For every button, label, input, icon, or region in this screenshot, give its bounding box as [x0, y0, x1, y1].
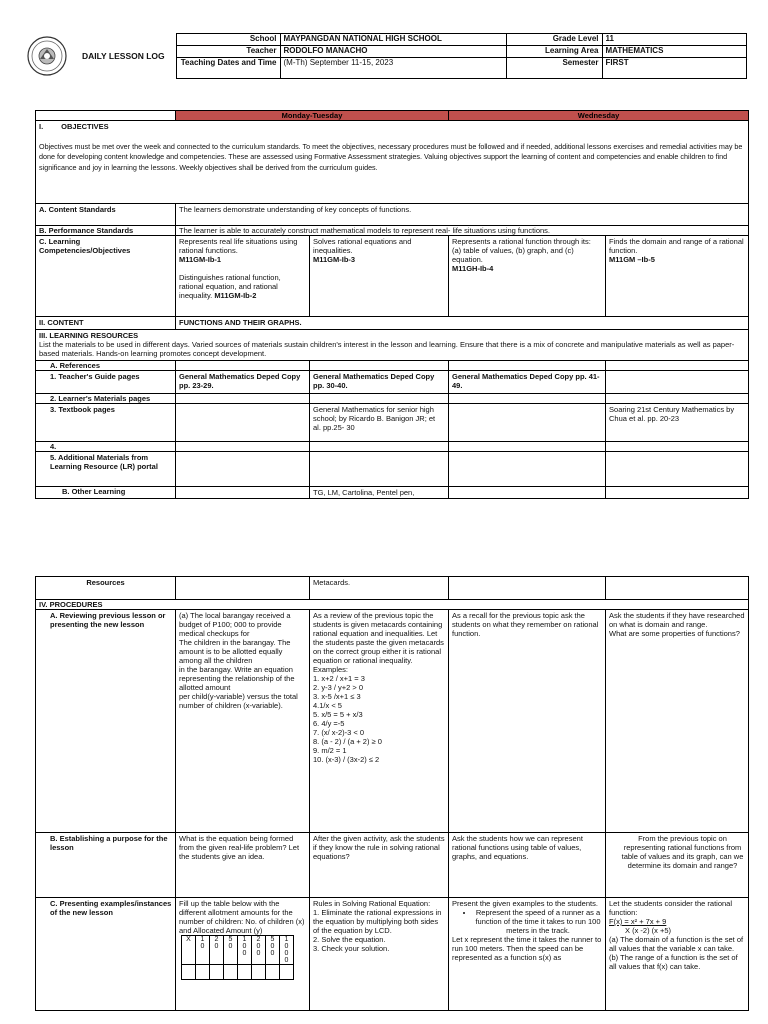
allotment-col-2: 2 0	[210, 936, 224, 965]
allotment-col-7: 1 0 0 0	[280, 936, 294, 965]
semester-value: FIRST	[602, 58, 746, 79]
proc-a-example-10: 10. (x-3) / (3x-2) ≤ 2	[313, 755, 380, 764]
lesson-table-page2	[35, 576, 749, 1011]
proc-c-day1-text: Fill up the table below with the different allotment amounts for the number of children: No. of children (x) and Allocated Amount (y)	[179, 899, 305, 935]
other-resources-label: B. Other Learning	[36, 487, 176, 499]
proc-c-day4	[606, 898, 749, 1011]
allotment-col-5: 2 0 0	[252, 936, 266, 965]
allotment-table	[181, 935, 294, 980]
dates-value: (M-Th) September 11-15, 2023	[280, 58, 506, 79]
day-wed: Wednesday	[449, 111, 749, 121]
proc-c-day3-bullet: • Represent the speed of a runner as a function of the time it takes to run 100 meters in the track.	[474, 908, 602, 935]
competency-2-code: M11GM-Ib-3	[313, 255, 356, 264]
other-resources-label-cont: Resources	[36, 577, 176, 600]
proc-a-example-7: 7. (x/ x-2)-3 < 0	[313, 728, 365, 737]
competency-day2	[310, 236, 449, 317]
other-resources-day2: TG, LM, Cartolina, Pentel pen,	[310, 487, 449, 499]
grade-label: Grade Level	[506, 34, 602, 46]
semester-label: Semester	[506, 58, 602, 79]
objectives-section	[36, 121, 749, 204]
day-mon-tue: Monday-Tuesday	[176, 111, 449, 121]
objectives-text: Objectives must be met over the week and connected to the curriculum standards. To meet the objectives, necessary procedures must be followed and if needed, additional lessons exercises and remedial activities may be done for developing content knowledge and competencies. These are assessed using Formative Assessment strategies. Valuing objectives support the learning of content and competencies and enable children to find significance and joy in learning the lessons. Weekly objectives shall be derived from the curriculum guides.	[39, 142, 743, 172]
tg-day3: General Mathematics Deped Copy pp. 41-49.	[449, 371, 606, 394]
tg-day1: General Mathematics Deped Copy pp. 23-29.	[176, 371, 310, 394]
textbook-day4: Soaring 21st Century Mathematics by Chua et al. pp. 20-23	[606, 404, 749, 442]
allotment-col-3: 5 0	[224, 936, 238, 965]
function-denominator: X (x -2) (x +5)	[625, 926, 672, 935]
objectives-num: I.	[39, 122, 44, 131]
allotment-col-6: 5 0 0	[266, 936, 280, 965]
dates-label: Teaching Dates and Time	[176, 58, 280, 79]
lr-portal-label: 5. Additional Materials from Learning Resource (LR) portal	[36, 452, 176, 487]
proc-a-example-9: 9. m/2 = 1	[313, 746, 347, 755]
competency-3-text: Represents a rational function through its: (a) table of values, (b) graph, and (c) equation.	[452, 237, 591, 264]
competency-day3	[449, 236, 606, 317]
proc-a-day2-intro: As a review of the previous topic the students is given metacards containing rational equation and inequalities. Let the students paste the given metacards on the correct group either it is rational equation or rational inequality. Examples:	[313, 611, 444, 674]
content-standards-label: A. Content Standards	[36, 204, 176, 226]
procedures-label: IV. PROCEDURES	[36, 600, 749, 610]
objectives-heading: OBJECTIVES	[61, 122, 109, 131]
content-standards-text: The learners demonstrate understanding of key concepts of functions.	[176, 204, 749, 226]
proc-a-example-5: 5. x/5 = 5 + x/3	[313, 710, 363, 719]
performance-standards-label: B. Performance Standards	[36, 226, 176, 236]
tg-label: 1. Teacher's Guide pages	[36, 371, 176, 394]
references-label: A. References	[36, 361, 176, 371]
proc-b-day3: Ask the students how we can represent rational functions using table of values, graphs, and equations.	[449, 833, 606, 898]
competency-2-text: Solves rational equations and inequalities.	[313, 237, 412, 255]
school-label: School	[176, 34, 280, 46]
resource-4-label: 4.	[36, 442, 176, 452]
competency-day1	[176, 236, 310, 317]
proc-c-day2: Rules in Solving Rational Equation: 1. Eliminate the rational expressions in the equation by multiplying both sides of the equation by LCD. 2. Solve the equation. 3. Check your solution.	[310, 898, 449, 1011]
proc-c-day4-intro: Let the students consider the rational function:	[609, 899, 732, 917]
proc-b-day1: What is the equation being formed from the given real-life problem? Let the students give an idea.	[176, 833, 310, 898]
proc-b-day2: After the given activity, ask the students if they know the rule in solving rational equations?	[310, 833, 449, 898]
proc-b-label: B. Establishing a purpose for the lesson	[36, 833, 176, 898]
proc-a-day4: Ask the students if they have researched on what is domain and range. What are some properties of functions?	[606, 610, 749, 833]
teacher-label: Teacher	[176, 46, 280, 58]
competencies-label: C. Learning Competencies/Objectives	[36, 236, 176, 317]
grade-value: 11	[602, 34, 746, 46]
competency-4-code: M11GM –Ib-5	[609, 255, 655, 264]
content-text: FUNCTIONS AND THEIR GRAPHS.	[176, 317, 749, 330]
proc-a-example-8: 8. (a - 2) / (a + 2) ≥ 0	[313, 737, 382, 746]
proc-a-label: A. Reviewing previous lesson or presenting the new lesson	[36, 610, 176, 833]
other-resources-day2-cont: Metacards.	[310, 577, 449, 600]
competency-1b-code: M11GM-Ib-2	[214, 291, 257, 300]
proc-a-day2	[310, 610, 449, 833]
proc-a-day3: As a recall for the previous topic ask the students on what they remember on rational function.	[449, 610, 606, 833]
proc-c-day3-rest: Let x represent the time it takes the runner to run 100 meters. Then the speed can be represented as a function s(x) as	[452, 935, 602, 962]
proc-a-example-1: 1. x+2 / x+1 = 3	[313, 674, 365, 683]
function-numerator: F(x) = x² + 7x + 9	[609, 917, 667, 926]
header-table	[22, 33, 747, 79]
proc-a-example-2: 2. y-3 / y+2 > 0	[313, 683, 364, 692]
resources-section	[36, 330, 749, 361]
competency-1b-text: Distinguishes rational function, rational equation, and rational inequality.	[179, 273, 281, 300]
proc-a-example-4: 4.1/x < 5	[313, 701, 342, 710]
proc-c-day3-intro: Present the given examples to the students.	[452, 899, 598, 908]
proc-a-example-6: 6. 4/y =-5	[313, 719, 345, 728]
allotment-x-header: X	[182, 936, 196, 965]
competency-4-text: Finds the domain and range of a rational function.	[609, 237, 744, 255]
school-value: MAYPANGDAN NATIONAL HIGH SCHOOL	[280, 34, 506, 46]
lm-label: 2. Learner's Materials pages	[36, 394, 176, 404]
log-title: DAILY LESSON LOG	[82, 50, 165, 61]
tg-day2: General Mathematics Deped Copy pp. 30-40.	[310, 371, 449, 394]
area-label: Learning Area	[506, 46, 602, 58]
deped-seal-icon	[22, 35, 72, 77]
area-value: MATHEMATICS	[602, 46, 746, 58]
resources-label: III. LEARNING RESOURCES	[39, 331, 139, 340]
range-definition: (b) The range of a function is the set of all values that f(x) can take.	[609, 953, 738, 971]
proc-c-day3	[449, 898, 606, 1011]
performance-standards-text: The learner is able to accurately construct mathematical models to represent real- life situations using functions.	[176, 226, 749, 236]
teacher-value: RODOLFO MANACHO	[280, 46, 506, 58]
proc-a-day1: (a) The local barangay received a budget of P100; 000 to provide medical checkups for The children in the barangay. The amount is to be allotted equally among all the children in the barangay. Write an equation representing the relationship of the allotted amount per child(y-variable) versus the total number of children (x-variable).	[176, 610, 310, 833]
textbook-day2: General Mathematics for senior high school; by Ricardo B. Banigon JR; et al. pp.25- 30	[310, 404, 449, 442]
competency-3-code: M11GH-Ib-4	[452, 264, 494, 273]
domain-definition: (a) The domain of a function is the set of all values that the variable x can take.	[609, 935, 744, 953]
competency-day4	[606, 236, 749, 317]
competency-1-text: Represents real life situations using rational functions.	[179, 237, 298, 255]
allotment-col-4: 1 0 0	[238, 936, 252, 965]
content-label: II. CONTENT	[36, 317, 176, 330]
resources-text: List the materials to be used in different days. Varied sources of materials sustain children's interest in the lesson and learning. Ensure that there is a mix of concrete and manipulative materials as well as paper-based materials. Hands-on learning promotes concept development.	[39, 340, 735, 358]
proc-a-example-3: 3. x-5 /x+1 ≤ 3	[313, 692, 361, 701]
allotment-col-1: 1 0	[196, 936, 210, 965]
lesson-table-page1	[35, 110, 749, 499]
proc-b-day4: From the previous topic on representing rational functions from table of values and its graph, can we determine its domain and range?	[606, 833, 749, 898]
textbook-label: 3. Textbook pages	[36, 404, 176, 442]
proc-c-label: C. Presenting examples/instances of the new lesson	[36, 898, 176, 1011]
competency-1-code: M11GM-Ib-1	[179, 255, 222, 264]
proc-c-day1	[176, 898, 310, 1011]
